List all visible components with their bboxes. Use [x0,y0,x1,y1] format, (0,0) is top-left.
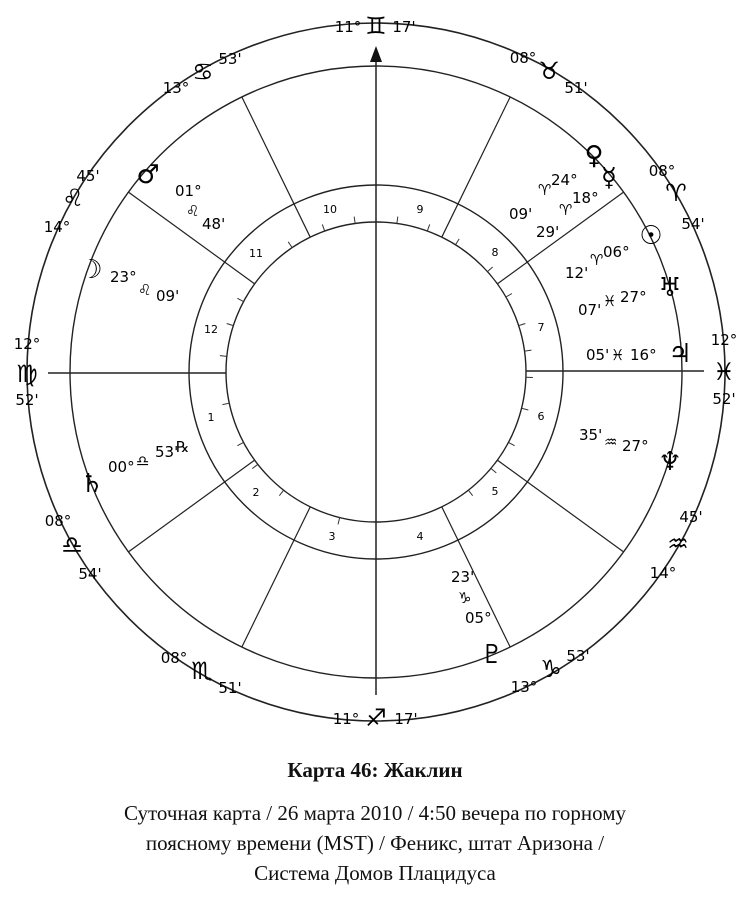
degree-tick [522,408,529,410]
mercury-degree: 18° [572,189,599,207]
cusp-degree: 12° [710,331,738,349]
degree-tick [222,403,229,404]
saturn-minutes: 53' [155,443,179,461]
cancer-icon: ♋ [192,58,214,86]
chart-subtitle-line-3: Система Домов Плацидуса [254,861,496,885]
degree-tick [525,350,532,351]
neptune-degree: 27° [622,437,649,455]
house-cusp-line [242,97,310,237]
mars-icon: ♂ [136,160,160,190]
aquarius-icon: ♒ [667,530,689,558]
cusp-2 [45,512,102,583]
cusp-6 [650,508,703,582]
cusp-10 [335,12,416,40]
planet-saturn [80,438,189,499]
leo-icon: ♌ [138,281,152,299]
pisces-icon: ♓ [611,346,625,364]
house-number-7: 7 [537,321,545,334]
cusp-degree: 14° [649,564,677,582]
venus-minutes: 09' [509,205,533,223]
house-number-1: 1 [207,411,215,424]
house-number-10: 10 [323,203,337,216]
degree-tick [252,464,258,468]
cusp-minutes: 17' [392,18,416,36]
cusp-degree: 12° [13,335,41,353]
cusp-degree: 11° [332,710,360,728]
degree-tick [338,518,340,525]
planet-venus [509,141,604,223]
pluto-minutes: 23' [451,568,475,586]
house-number-3: 3 [328,530,336,543]
saturn-icon: ♄ [80,469,104,499]
pisces-icon: ♓ [713,358,735,386]
planet-uranus [578,273,682,319]
libra-icon: ♎ [61,531,83,559]
uranus-degree: 27° [620,288,647,306]
cusp-minutes: 51' [218,679,242,697]
cusp-4 [333,704,418,732]
planet-sun [565,221,663,282]
house-number-12: 12 [204,323,218,336]
house-number-11: 11 [249,247,263,260]
mercury-minutes: 29' [536,223,560,241]
planet-mars [136,160,225,233]
house-cusp-line [242,507,310,647]
aries-icon: ♈ [590,251,604,269]
neptune-icon: ♆ [658,447,682,477]
cusp-degree: 08° [509,49,537,67]
cusp-minutes: 17' [394,710,418,728]
degree-tick [519,323,526,325]
degree-tick [237,442,243,445]
gemini-icon: ♊ [365,12,387,40]
cusp-degree: 13° [162,79,190,97]
cusp-minutes: 54' [681,215,705,233]
sun-minutes: 12' [565,264,589,282]
cusp-degree: 11° [334,18,362,36]
capricorn-icon: ♑ [458,589,472,607]
uranus-icon: ♅ [658,273,682,303]
virgo-icon: ♍ [16,360,38,388]
saturn-degree: 00° [108,458,135,476]
degree-tick [491,468,496,472]
cusp-minutes: 53' [566,647,590,665]
cusp-minutes: 54' [78,565,102,583]
house-cusp-line [442,97,510,237]
cusp-1 [14,335,41,409]
libra-icon: ♎ [136,452,150,470]
cusp-3 [161,649,242,697]
chart-title: Карта 46: Жаклин [287,758,463,782]
planet-pluto [451,568,504,670]
moon-minutes: 09' [156,287,180,305]
uranus-minutes: 07' [578,301,602,319]
neptune-minutes: 35' [579,426,603,444]
capricorn-icon: ♑ [540,655,562,683]
cusp-degree: 14° [43,218,71,236]
mc-arrow-head [370,46,382,62]
degree-tick [508,442,514,445]
house-number-5: 5 [491,485,499,498]
aries-icon: ♈ [559,201,573,219]
house-number-4: 4 [416,530,424,543]
house-number-6: 6 [537,410,545,423]
degree-tick [227,323,234,325]
cusp-minutes: 52' [15,391,39,409]
cusp-minutes: 45' [679,508,703,526]
chart-subtitle-line-1: Суточная карта / 26 марта 2010 / 4:50 вечера по горному [123,801,626,825]
moon-degree: 23° [110,268,137,286]
degree-tick [468,490,472,496]
degree-tick [322,224,324,231]
cusp-9 [510,49,588,97]
degree-tick [427,224,429,231]
cusp-minutes: 52' [712,390,736,408]
house-cusp-line [497,460,623,552]
degree-tick [288,242,292,248]
leo-icon: ♌ [186,202,200,220]
cusp-5 [511,647,590,696]
leo-icon: ♌ [62,184,84,212]
sun-icon: ☉ [639,221,663,251]
aries-icon: ♈ [538,181,552,199]
planet-moon [79,255,179,305]
degree-tick [220,356,227,357]
pisces-icon: ♓ [603,292,617,310]
chart-subtitle-line-2: поясному времени (MST) / Феникс, штат Аризона / [145,831,605,855]
cusp-degree: 08° [160,649,188,667]
degree-tick [237,298,243,301]
pluto-degree: 05° [465,609,492,627]
taurus-icon: ♉ [538,57,560,85]
venus-degree: 24° [551,171,578,189]
cusp-7 [711,331,738,408]
jupiter-icon: ♃ [668,339,692,369]
degree-tick [279,490,283,496]
cusp-12 [44,167,100,236]
planet-jupiter [586,339,692,369]
planet-neptune [579,426,682,477]
cusp-minutes: 51' [564,79,588,97]
degree-tick [397,217,398,224]
house-numbers [204,203,545,543]
degree-tick [455,239,459,245]
moon-icon: ☽ [79,255,103,285]
mars-degree: 01° [175,182,202,200]
degree-tick [506,294,512,298]
jupiter-minutes: 05' [586,346,610,364]
degree-tick [354,217,355,224]
cusp-degree: 13° [510,678,538,696]
house-number-8: 8 [491,246,499,259]
mars-minutes: 48' [202,215,226,233]
aquarius-icon: ♒ [604,433,618,451]
cusp-11 [163,50,242,97]
house-number-9: 9 [416,203,424,216]
aries-icon: ♈ [665,179,687,207]
degree-tick [487,267,492,272]
retrograde-icon: ℞ [176,438,190,456]
cusp-degree: 08° [44,512,72,530]
cusp-minutes: 53' [218,50,242,68]
pluto-icon: ♇ [480,640,504,670]
cusp-minutes: 45' [76,167,100,185]
house-cusp-line [128,460,254,552]
cusp-degree: 08° [648,162,676,180]
house-number-2: 2 [252,486,260,499]
jupiter-degree: 16° [630,346,657,364]
scorpio-icon: ♏ [191,657,213,685]
venus-icon: ♀ [584,141,604,171]
sagittarius-icon: ♐ [365,704,387,732]
sun-degree: 06° [603,243,630,261]
mercury-icon: ☿ [601,163,617,193]
